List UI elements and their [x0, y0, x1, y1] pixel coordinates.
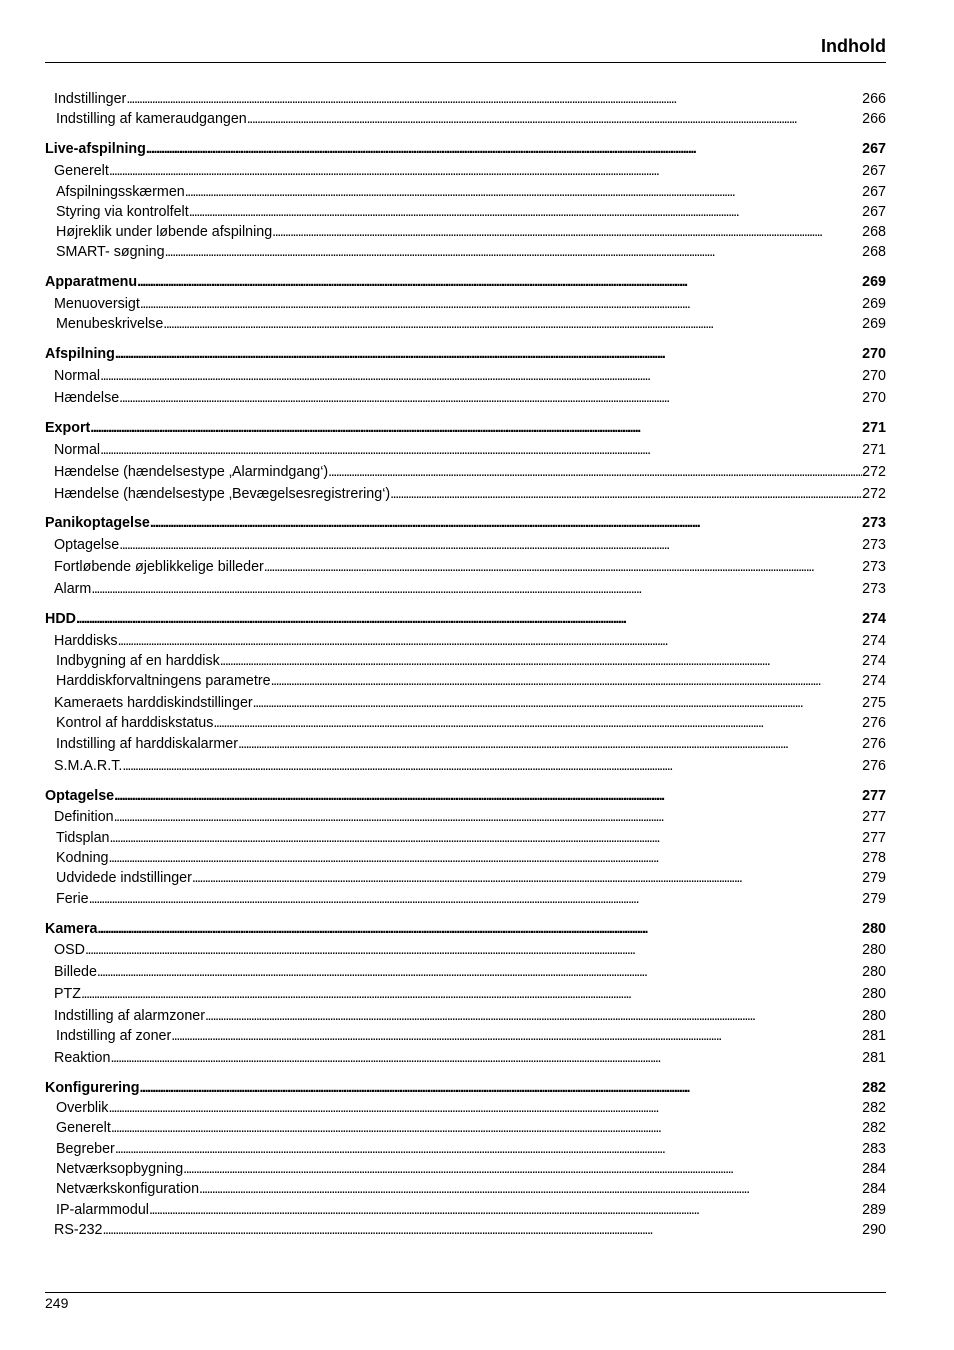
toc-entry-page: 269 [862, 316, 886, 332]
toc-section-entry[interactable] [45, 610, 886, 628]
toc-entry-page: 280 [862, 964, 886, 980]
dot-leader [238, 735, 862, 753]
toc-entry-page: 273 [862, 559, 886, 575]
dot-leader [119, 536, 862, 554]
toc-entry[interactable] [45, 1099, 886, 1117]
dot-leader [213, 714, 862, 732]
toc-entry-page: 274 [862, 611, 886, 627]
toc-entry-page: 272 [862, 464, 886, 480]
toc-entry[interactable] [45, 463, 886, 481]
toc-entry-page: 276 [862, 736, 886, 752]
toc-entry-label: Generelt [54, 163, 109, 179]
toc-entry[interactable] [45, 90, 886, 108]
toc-entry-page: 274 [862, 633, 886, 649]
dot-leader [109, 162, 862, 180]
dot-leader [97, 920, 862, 938]
toc-entry-page: 271 [862, 420, 886, 436]
toc-entry-label: Alarm [54, 581, 92, 597]
toc-entry[interactable] [45, 632, 886, 650]
toc-entry[interactable] [45, 295, 886, 313]
dot-leader [189, 203, 862, 221]
dot-leader [122, 757, 862, 775]
toc-entry[interactable] [45, 315, 886, 333]
toc-entry[interactable] [45, 829, 886, 847]
dot-leader [90, 419, 862, 437]
dot-leader [163, 315, 862, 333]
toc-entry-page: 282 [862, 1100, 886, 1116]
dot-leader [97, 963, 862, 981]
toc-entry-page: 273 [862, 515, 886, 531]
toc-entry-label: Export [45, 420, 91, 436]
toc-entry-label: Harddiskforvaltningens parametre [56, 673, 271, 689]
dot-leader [165, 243, 863, 261]
dot-leader [100, 441, 862, 459]
toc-entry-label: Optagelse [45, 788, 115, 804]
dot-leader [100, 367, 862, 385]
toc-entry-label: Kontrol af harddiskstatus [56, 715, 214, 731]
dot-leader [220, 652, 862, 670]
toc-entry[interactable] [45, 963, 886, 981]
toc-entry-label: Højreklik under løbende afspilning [56, 224, 273, 240]
toc-entry-label: Menuoversigt [54, 296, 140, 312]
dot-leader [76, 610, 862, 628]
dot-leader [247, 110, 862, 128]
toc-entry-label: Apparatmenu [45, 274, 138, 290]
toc-entry-page: 282 [862, 1080, 886, 1096]
dot-leader [81, 985, 862, 1003]
dot-leader [108, 1099, 862, 1117]
toc-entry[interactable] [45, 441, 886, 459]
dot-leader [140, 295, 862, 313]
dot-leader [111, 1119, 862, 1137]
toc-entry-label: Indstilling af harddiskalarmer [56, 736, 238, 752]
dot-leader [205, 1007, 862, 1025]
toc-entry[interactable] [45, 757, 886, 775]
toc-entry-page: 276 [862, 715, 886, 731]
toc-entry[interactable] [45, 1140, 886, 1158]
toc-section-entry[interactable] [45, 273, 886, 291]
toc-entry-label: Indstilling af zoner [56, 1028, 172, 1044]
toc-entry-page: 274 [862, 653, 886, 669]
toc-entry[interactable] [45, 243, 886, 261]
toc-section-entry[interactable] [45, 419, 886, 437]
toc-entry[interactable] [45, 1180, 886, 1198]
toc-section-entry[interactable] [45, 345, 886, 363]
toc-entry-label: Normal [54, 442, 101, 458]
toc-entry[interactable] [45, 941, 886, 959]
toc-entry-label: Harddisks [54, 633, 118, 649]
toc-entry-label: Overblik [56, 1100, 109, 1116]
toc-entry[interactable] [45, 536, 886, 554]
dot-leader [102, 1221, 862, 1239]
toc-entry-page: 267 [862, 204, 886, 220]
toc-entry-page: 278 [862, 850, 886, 866]
toc-entry-label: Billede [54, 964, 97, 980]
toc-entry-label: Kameraets harddiskindstillinger [54, 695, 253, 711]
toc-entry[interactable] [45, 485, 886, 503]
toc-entry-label: Indbygning af en harddisk [56, 653, 220, 669]
table-of-contents [45, 0, 886, 1290]
toc-entry[interactable] [45, 652, 886, 670]
toc-entry-label: Kodning [56, 850, 109, 866]
toc-entry-label: Indstilling af alarmzoner [54, 1008, 205, 1024]
toc-entry-label: Hændelse [54, 390, 120, 406]
toc-entry-page: 276 [862, 758, 886, 774]
toc-entry[interactable] [45, 1007, 886, 1025]
toc-entry-page: 289 [862, 1202, 886, 1218]
toc-section-entry[interactable] [45, 514, 886, 532]
toc-entry-page: 270 [862, 390, 886, 406]
dot-leader [149, 1201, 862, 1219]
toc-section-entry[interactable] [45, 1079, 886, 1097]
dot-leader [390, 485, 862, 503]
toc-entry-page: 280 [862, 942, 886, 958]
toc-entry[interactable] [45, 367, 886, 385]
dot-leader [91, 580, 862, 598]
toc-entry[interactable] [45, 183, 886, 201]
toc-entry-page: 281 [862, 1028, 886, 1044]
dot-leader [108, 849, 862, 867]
toc-section-entry[interactable] [45, 787, 886, 805]
page-number: 249 [45, 1295, 69, 1311]
dot-leader [137, 273, 862, 291]
dot-leader [115, 1140, 862, 1158]
toc-entry[interactable] [45, 389, 886, 407]
toc-entry[interactable] [45, 808, 886, 826]
dot-leader [150, 514, 862, 532]
toc-entry-page: 273 [862, 537, 886, 553]
toc-entry-label: RS-232 [54, 1222, 103, 1238]
toc-entry-label: Definition [54, 809, 114, 825]
toc-entry-label: Afspilningsskærmen [56, 184, 185, 200]
toc-entry-label: Udvidede indstillinger [56, 870, 192, 886]
toc-entry-label: Netværkskonfiguration [56, 1181, 200, 1197]
toc-entry-label: OSD [54, 942, 85, 958]
toc-entry-label: Styring via kontrolfelt [56, 204, 189, 220]
toc-entry-label: Netværksopbygning [56, 1161, 184, 1177]
toc-entry-page: 273 [862, 581, 886, 597]
dot-leader [110, 829, 863, 847]
toc-entry[interactable] [45, 1027, 886, 1045]
toc-entry-page: 282 [862, 1120, 886, 1136]
toc-entry[interactable] [45, 1201, 886, 1219]
toc-entry-page: 267 [862, 184, 886, 200]
toc-entry[interactable] [45, 203, 886, 221]
dot-leader [118, 632, 863, 650]
toc-entry-label: Live-afspilning [45, 141, 146, 157]
toc-entry-label: Tidsplan [56, 830, 110, 846]
dot-leader [114, 787, 862, 805]
toc-entry[interactable] [45, 714, 886, 732]
toc-entry[interactable] [45, 223, 886, 241]
toc-entry-page: 284 [862, 1181, 886, 1197]
dot-leader [89, 890, 863, 908]
dot-leader [253, 694, 862, 712]
toc-entry-page: 283 [862, 1141, 886, 1157]
footer-rule [45, 1292, 886, 1293]
toc-section-entry[interactable] [45, 920, 886, 938]
toc-entry-page: 277 [862, 788, 886, 804]
dot-leader [199, 1180, 862, 1198]
toc-entry[interactable] [45, 849, 886, 867]
dot-leader [171, 1027, 862, 1045]
dot-leader [115, 345, 862, 363]
toc-entry-label: Reaktion [54, 1050, 111, 1066]
toc-entry-page: 290 [862, 1222, 886, 1238]
toc-entry-page: 270 [862, 368, 886, 384]
toc-entry[interactable] [45, 735, 886, 753]
toc-entry[interactable] [45, 672, 886, 690]
toc-entry-page: 274 [862, 673, 886, 689]
toc-entry[interactable] [45, 694, 886, 712]
dot-leader [183, 1160, 862, 1178]
toc-entry-page: 266 [862, 91, 886, 107]
toc-entry-page: 268 [862, 244, 886, 260]
toc-entry-label: Menubeskrivelse [56, 316, 164, 332]
toc-entry-label: Indstillinger [54, 91, 127, 107]
toc-entry-label: Konfigurering [45, 1080, 140, 1096]
dot-leader [126, 90, 862, 108]
toc-entry-page: 271 [862, 442, 886, 458]
toc-entry-label: Normal [54, 368, 101, 384]
toc-entry-page: 281 [862, 1050, 886, 1066]
toc-entry[interactable] [45, 1119, 886, 1137]
dot-leader [110, 1049, 862, 1067]
toc-entry-label: Panikoptagelse [45, 515, 150, 531]
toc-entry-page: 269 [862, 274, 886, 290]
toc-section-entry[interactable] [45, 140, 886, 158]
toc-entry[interactable] [45, 890, 886, 908]
toc-entry[interactable] [45, 580, 886, 598]
dot-leader [140, 1079, 863, 1097]
toc-entry-page: 268 [862, 224, 886, 240]
dot-leader [146, 140, 862, 158]
toc-entry-page: 267 [862, 141, 886, 157]
dot-leader [272, 223, 862, 241]
toc-entry[interactable] [45, 1160, 886, 1178]
toc-entry-page: 269 [862, 296, 886, 312]
toc-entry-page: 279 [862, 870, 886, 886]
toc-entry-page: 277 [862, 809, 886, 825]
toc-entry-label: Indstilling af kameraudgangen [56, 111, 247, 127]
toc-entry[interactable] [45, 869, 886, 887]
toc-entry-label: Ferie [56, 891, 89, 907]
dot-leader [328, 463, 862, 481]
toc-entry-label: Hændelse (hændelsestype ‚Alarmindgang‘) [54, 464, 329, 480]
dot-leader [271, 672, 863, 690]
toc-entry-page: 270 [862, 346, 886, 362]
toc-entry[interactable] [45, 985, 886, 1003]
toc-entry[interactable] [45, 1221, 886, 1239]
dot-leader [264, 558, 862, 576]
toc-entry-page: 266 [862, 111, 886, 127]
toc-entry-label: Hændelse (hændelsestype ‚Bevægelsesregistrering‘) [54, 486, 391, 502]
toc-entry-page: 280 [862, 1008, 886, 1024]
dot-leader [185, 183, 862, 201]
toc-entry-page: 284 [862, 1161, 886, 1177]
toc-entry-page: 280 [862, 921, 886, 937]
dot-leader [119, 389, 862, 407]
toc-entry-label: IP-alarmmodul [56, 1202, 149, 1218]
toc-entry-page: 272 [862, 486, 886, 502]
toc-entry-label: Afspilning [45, 346, 115, 362]
toc-entry-page: 267 [862, 163, 886, 179]
toc-entry-label: Fortløbende øjeblikkelige billeder [54, 559, 264, 575]
toc-entry[interactable] [45, 558, 886, 576]
dot-leader [85, 941, 862, 959]
toc-entry-page: 279 [862, 891, 886, 907]
toc-entry-label: S.M.A.R.T. [54, 758, 123, 774]
toc-entry-label: SMART- søgning [56, 244, 165, 260]
dot-leader [192, 869, 862, 887]
toc-entry[interactable] [45, 110, 886, 128]
toc-entry-page: 277 [862, 830, 886, 846]
toc-entry-label: Begreber [56, 1141, 115, 1157]
toc-entry[interactable] [45, 162, 886, 180]
dot-leader [114, 808, 863, 826]
toc-entry-label: PTZ [54, 986, 82, 1002]
toc-entry-label: Optagelse [54, 537, 120, 553]
page-title: Indhold [821, 36, 886, 56]
toc-entry[interactable] [45, 1049, 886, 1067]
toc-entry-label: Kamera [45, 921, 98, 937]
toc-entry-page: 275 [862, 695, 886, 711]
toc-entry-page: 280 [862, 986, 886, 1002]
toc-entry-label: Generelt [56, 1120, 111, 1136]
toc-entry-label: HDD [45, 611, 76, 627]
